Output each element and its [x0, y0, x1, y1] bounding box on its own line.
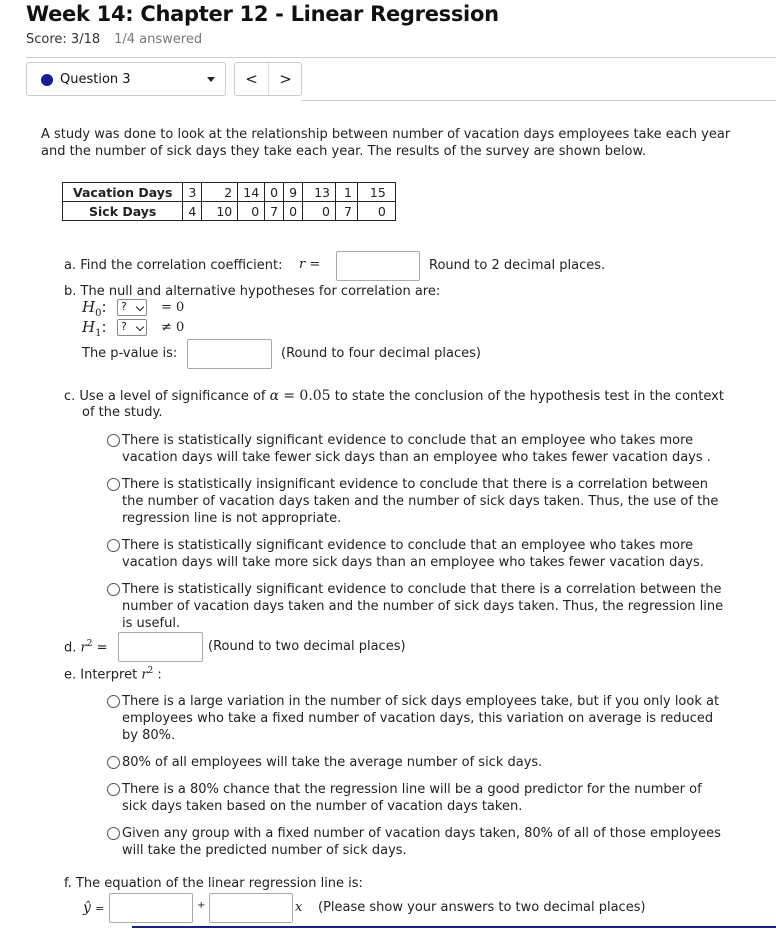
h0-relation: = 0 [161, 300, 185, 315]
table-row [63, 202, 396, 221]
chevron-down-icon [136, 303, 144, 311]
conclusion-option-3[interactable]: There is statistically significant evidence to conclude that an employee who takes more vacation days will take more sick days than an employee who takes fewer vacation days. [107, 537, 729, 571]
question-select-label: Question 3 [60, 72, 131, 87]
table-cell: 9 [284, 183, 303, 202]
table-cell: 0 [303, 202, 336, 221]
caret-down-icon [207, 77, 215, 82]
h0-select[interactable]: ? [117, 299, 147, 316]
part-d-hint: (Round to two decimal places) [208, 639, 406, 654]
radio-button-icon[interactable] [107, 783, 120, 796]
nav-divider [302, 100, 776, 101]
part-c-label: c. Use a level of significance of α = 0.05 to state the conclusion of the hypothesis test in the context [64, 388, 724, 404]
question-nav [234, 62, 302, 96]
pvalue-label: The p-value is: [82, 346, 178, 361]
part-f-label: f. The equation of the linear regression line is: [64, 876, 363, 891]
table-cell: 14 [238, 183, 265, 202]
conclusion-option-2[interactable]: There is statistically insignificant evidence to conclude that there is a correlation between the number of vacation days taken and the number of sick days taken. Thus, the use of the regression line is not appropriate. [107, 476, 729, 527]
question-select[interactable] [26, 62, 226, 96]
interpret-option-3[interactable]: There is a 80% chance that the regression line will be a good predictor for the number of sick days taken based on the number of vacation days taken. [107, 781, 729, 815]
data-table [62, 182, 396, 221]
table-cell: 0 [238, 202, 265, 221]
r-squared-input[interactable] [118, 632, 203, 662]
footer-accent-bar [132, 926, 776, 928]
pvalue-input[interactable] [187, 339, 272, 369]
question-intro: A study was done to look at the relationship between number of vacation days employees take each year and the number of sick days they take each year. The results of the survey are shown below. [41, 127, 731, 159]
slope-input[interactable] [209, 893, 293, 923]
score-line [26, 32, 202, 47]
intercept-input[interactable] [109, 893, 193, 923]
prev-question-button[interactable]: < [235, 63, 269, 95]
radio-button-icon[interactable] [107, 539, 120, 552]
part-d-label: d. $r^2$ = [64, 639, 108, 656]
h0-label: $H_0$: [82, 298, 107, 319]
table-cell: 2 [202, 183, 238, 202]
h1-select[interactable]: ? [117, 319, 147, 336]
pvalue-hint: (Round to four decimal places) [281, 346, 481, 361]
h1-relation: ≠ 0 [161, 320, 185, 335]
table-cell: 0 [357, 202, 395, 221]
table-cell: 15 [357, 183, 395, 202]
plus-sign: + [197, 900, 206, 911]
radio-button-icon[interactable] [107, 434, 120, 447]
table-cell: 7 [335, 202, 357, 221]
interpret-option-4[interactable]: Given any group with a fixed number of vacation days taken, 80% of all of those employees will take the predicted number of sick days. [107, 825, 729, 859]
table-cell: 3 [183, 183, 202, 202]
radio-button-icon[interactable] [107, 756, 120, 769]
correlation-input[interactable] [336, 251, 420, 281]
table-cell: 13 [303, 183, 336, 202]
table-cell: 7 [265, 202, 284, 221]
regression-lhs: ŷ = [83, 900, 105, 916]
part-a-hint: Round to 2 decimal places. [429, 258, 606, 273]
conclusion-option-4[interactable]: There is statistically significant evidence to conclude that there is a correlation between the number of vacation days taken and the number of sick days taken. Thus, the regression line is useful. [107, 581, 729, 632]
part-f-hint: (Please show your answers to two decimal places) [318, 900, 646, 915]
chevron-down-icon [136, 323, 144, 331]
table-cell: 10 [202, 202, 238, 221]
part-a-symbol: r = [299, 257, 321, 272]
radio-button-icon[interactable] [107, 478, 120, 491]
table-cell: 1 [335, 183, 357, 202]
table-cell: 0 [265, 183, 284, 202]
table-cell: 4 [183, 202, 202, 221]
x-variable: x [295, 900, 303, 915]
radio-button-icon[interactable] [107, 827, 120, 840]
table-row [63, 183, 396, 202]
page-title: Week 14: Chapter 12 - Linear Regression [26, 2, 499, 26]
row-header-sick: Sick Days [63, 202, 183, 221]
part-a-label: a. Find the correlation coefficient: [64, 258, 283, 273]
interpret-option-1[interactable]: There is a large variation in the number of sick days employees take, but if you only look at employees who take a fixed number of vacation days, this variation on average is reduced by 80%. [107, 693, 729, 744]
conclusion-option-1[interactable]: There is statistically significant evidence to conclude that an employee who takes more vacation days will take fewer sick days than an employee who takes fewer vacation days . [107, 432, 729, 466]
next-question-button[interactable]: > [279, 70, 292, 88]
radio-button-icon[interactable] [107, 695, 120, 708]
part-b-label: b. The null and alternative hypotheses for correlation are: [64, 284, 441, 299]
table-cell: 0 [284, 202, 303, 221]
h1-label: $H_1$: [82, 318, 107, 339]
row-header-vacation: Vacation Days [63, 183, 183, 202]
part-c-label-cont: of the study. [82, 405, 163, 420]
answered-count: 1/4 answered [114, 32, 203, 47]
header-divider [26, 57, 776, 58]
score-text: Score: 3/18 [26, 32, 101, 47]
radio-button-icon[interactable] [107, 583, 120, 596]
status-dot-icon [41, 74, 53, 86]
part-e-label: e. Interpret $r^2$ : [64, 666, 162, 683]
interpret-option-2[interactable]: 80% of all employees will take the average number of sick days. [107, 754, 729, 771]
